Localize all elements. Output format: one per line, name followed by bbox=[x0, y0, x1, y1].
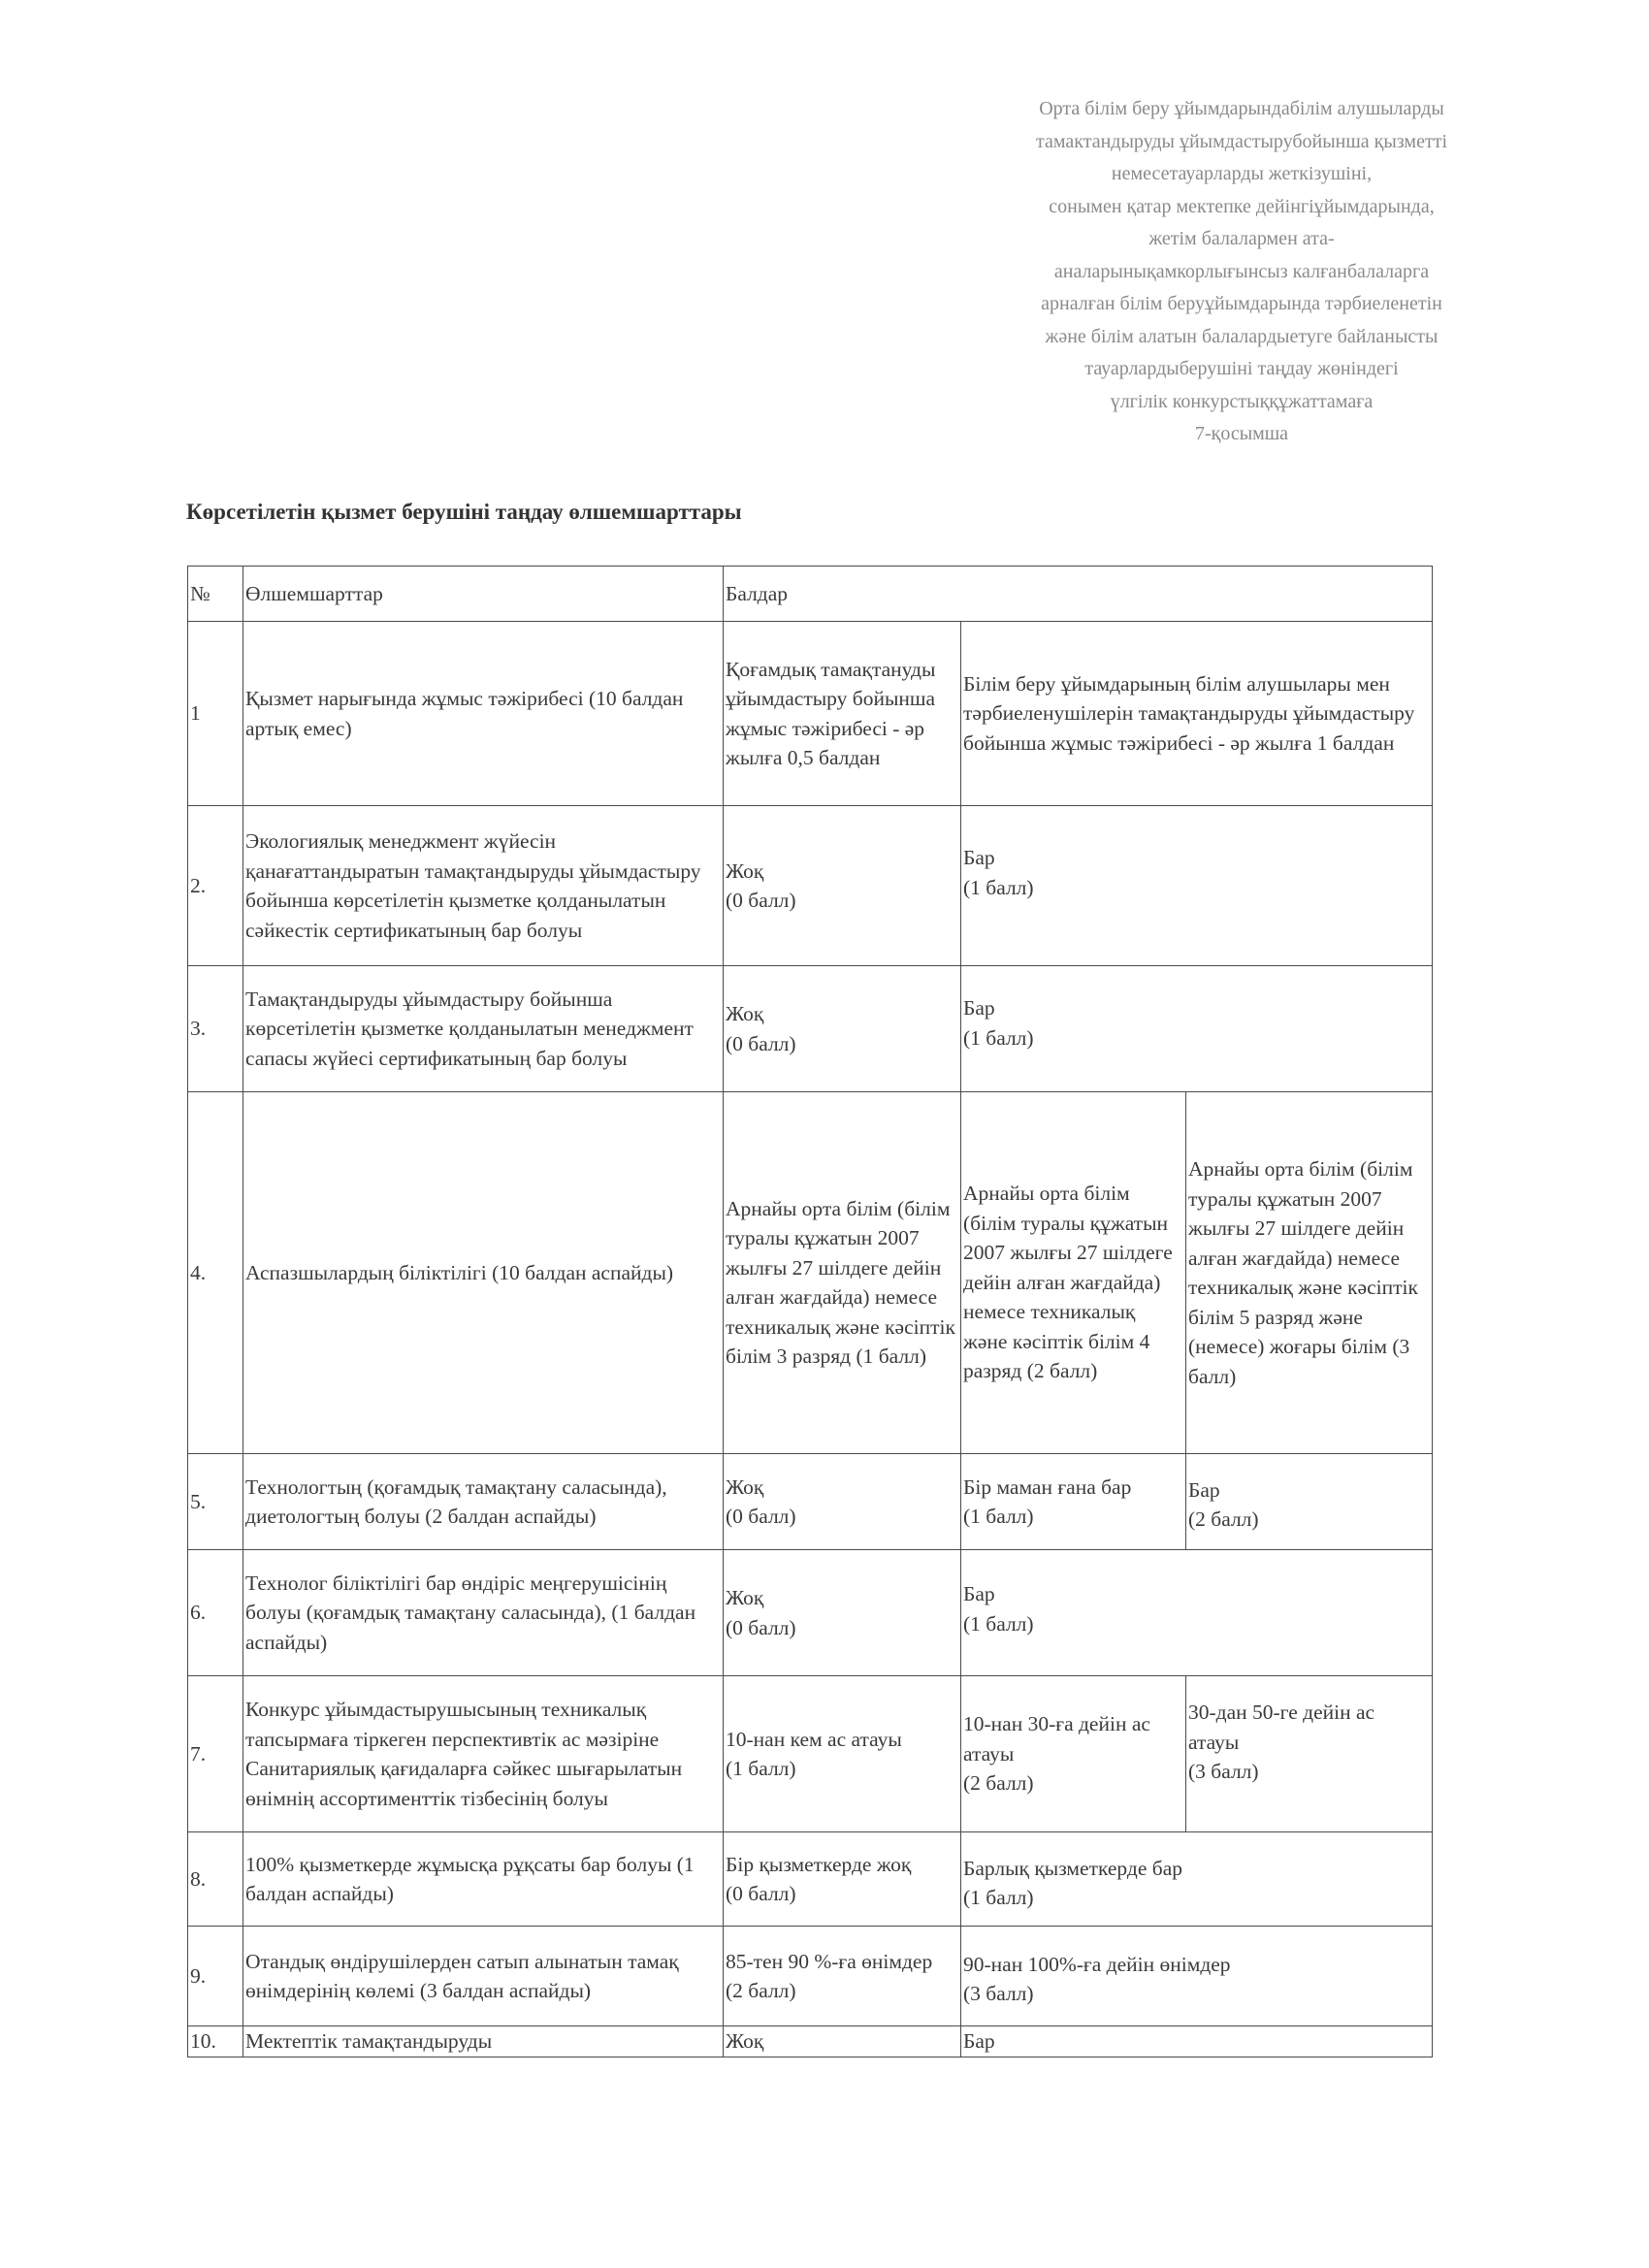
score-cell bbox=[961, 806, 1433, 966]
score-cell bbox=[1186, 1676, 1433, 1832]
score-value: Жоқ bbox=[726, 1586, 764, 1609]
criterion-cell: Қызмет нарығында жұмыс тәжірибесі (10 балдан артық емес) bbox=[243, 622, 724, 806]
row-number: 2. bbox=[188, 806, 243, 966]
appendix-note bbox=[960, 93, 1523, 451]
header-number: № bbox=[188, 567, 243, 622]
score-cell bbox=[961, 1550, 1433, 1676]
score-points: (0 балл) bbox=[726, 1031, 796, 1055]
appendix-number: 7-қосымша bbox=[1194, 423, 1289, 444]
table-row bbox=[188, 1454, 1433, 1550]
score-value: Жоқ bbox=[726, 1474, 764, 1499]
table-row bbox=[188, 1092, 1433, 1454]
header-criteria: Өлшемшарттар bbox=[243, 567, 724, 622]
appendix-note-line: аналарынықамкорлығынсыз калғанбалаларга bbox=[1053, 260, 1430, 282]
header-points: Балдар bbox=[724, 567, 1433, 622]
criterion-cell: Технологтың (қоғамдық тамақтану саласында), диетологтың болуы (2 балдан аспайды) bbox=[243, 1454, 724, 1550]
score-points: (0 балл) bbox=[726, 1505, 796, 1528]
row-number: 4. bbox=[188, 1092, 243, 1454]
score-points: (0 балл) bbox=[726, 1615, 796, 1639]
score-value: Бар bbox=[963, 1582, 995, 1605]
row-number: 6. bbox=[188, 1550, 243, 1676]
score-cell bbox=[961, 1676, 1186, 1832]
row-number: 9. bbox=[188, 1927, 243, 2026]
score-points: (2 балл) bbox=[963, 1771, 1034, 1796]
score-points: (0 балл) bbox=[726, 1882, 796, 1905]
score-value: 30-дан 50-ге дейін ас атауы bbox=[1188, 1701, 1375, 1754]
score-points: (1 балл) bbox=[963, 1505, 1034, 1528]
score-value: Бар bbox=[963, 996, 995, 1020]
score-points: (3 балл) bbox=[963, 1982, 1034, 2005]
document-title: Көрсетілетін қызмет берушіні таңдау өлшемшарттары bbox=[186, 500, 742, 524]
criterion-cell: Аспазшылардың біліктілігі (10 балдан аспайды) bbox=[243, 1092, 724, 1454]
appendix-note-line: арналған білім беруұйымдарында тәрбиеленетін bbox=[1041, 293, 1442, 314]
score-value: Бір қызметкерде жоқ bbox=[726, 1852, 912, 1876]
score-cell: Арнайы орта білім (білім туралы құжатын 2007 жылғы 27 шілдеге дейін алған жағдайда) немесе техникалық және кәсіптік білім 3 разряд (1 балл) bbox=[724, 1092, 961, 1454]
score-points: (2 балл) bbox=[1188, 1507, 1259, 1531]
score-points: (2 балл) bbox=[726, 1979, 796, 2002]
score-cell bbox=[961, 1927, 1433, 2026]
score-points: (1 балл) bbox=[963, 1611, 1034, 1636]
score-value: Жоқ bbox=[726, 1002, 764, 1025]
criterion-cell: Мектептік тамақтандыруды bbox=[243, 2026, 724, 2057]
appendix-note-line: Орта білім беру ұйымдарындабілім алушыларды bbox=[1039, 98, 1444, 119]
score-cell: Арнайы орта білім (білім туралы құжатын 2007 жылғы 27 шілдеге дейін алған жағдайда) немесе техникалық және кәсіптік білім 4 разряд (2 балл) bbox=[961, 1092, 1186, 1454]
score-value: 90-нан 100%-ға дейін өнімдер bbox=[963, 1952, 1231, 1976]
score-value: 10-нан 30-ға дейін ас атауы bbox=[963, 1712, 1150, 1766]
appendix-note-line: тамактандыруды ұйымдастырубойынша қызметті bbox=[1036, 130, 1447, 152]
row-number: 3. bbox=[188, 966, 243, 1092]
score-points: (1 балл) bbox=[726, 1757, 796, 1780]
score-points: (3 балл) bbox=[1188, 1760, 1259, 1783]
criterion-cell: Отандық өндірушілерден сатып алынатын тамақ өнімдерінің көлемі (3 балдан аспайды) bbox=[243, 1927, 724, 2026]
score-cell: Жоқ bbox=[724, 2026, 961, 2057]
row-number: 1 bbox=[188, 622, 243, 806]
score-value: 85-тен 90 %-ға өнімдер bbox=[726, 1949, 933, 1973]
score-cell bbox=[1186, 1454, 1433, 1550]
score-cell bbox=[724, 966, 961, 1092]
appendix-note-line: сонымен қатар мектепке дейінгіұйымдарында, bbox=[1049, 195, 1435, 217]
score-cell bbox=[724, 1832, 961, 1927]
appendix-note-line: тауарлардыберушіні таңдау жөніндегі bbox=[1084, 358, 1399, 379]
criterion-cell: Тамақтандыруды ұйымдастыру бойынша көрсетілетін қызметке қолданылатын менеджмент сапасы жүйесі сертификатының бар болуы bbox=[243, 966, 724, 1092]
table-row bbox=[188, 2026, 1433, 2057]
score-points: (1 балл) bbox=[963, 875, 1034, 899]
score-value: Бір маман ғана бар bbox=[963, 1474, 1132, 1499]
table-row bbox=[188, 966, 1433, 1092]
criterion-cell: Экологиялық менеджмент жүйесін қанағаттандыратын тамақтандыруды ұйымдастыру бойынша көрсетілетін қызметке қолданылатын сәйкестік сертификатының бар болуы bbox=[243, 806, 724, 966]
score-points: (0 балл) bbox=[726, 889, 796, 912]
row-number: 5. bbox=[188, 1454, 243, 1550]
score-cell: Арнайы орта білім (білім туралы құжатын 2007 жылғы 27 шілдеге дейін алған жағдайда) немесе техникалық және кәсіптік білім 5 разряд және (немесе) жоғары білім (3 балл) bbox=[1186, 1092, 1433, 1454]
score-points: (1 балл) bbox=[963, 1886, 1034, 1909]
table-row bbox=[188, 1832, 1433, 1927]
score-value: Бар bbox=[963, 846, 995, 869]
score-value: Жоқ bbox=[726, 859, 764, 883]
table-row bbox=[188, 622, 1433, 806]
score-cell: Бар bbox=[961, 2026, 1433, 2057]
row-number: 10. bbox=[188, 2026, 243, 2057]
appendix-note-line: немесетауарларды жеткізушіні, bbox=[1111, 163, 1373, 184]
table-row bbox=[188, 1927, 1433, 2026]
score-cell bbox=[724, 806, 961, 966]
appendix-note-line: жетім балалармен ата- bbox=[1148, 228, 1335, 249]
criterion-cell: Конкурс ұйымдастырушысының техникалық тапсырмаға тіркеген перспективтік ас мәзіріне Санитариялық қағидаларға сәйкес шығарылатын өнімнің ассортименттік тізбесінің болуы bbox=[243, 1676, 724, 1832]
appendix-note-line: үлгілік конкурстыққұжаттамаға bbox=[1110, 390, 1374, 412]
score-cell bbox=[961, 1454, 1186, 1550]
score-points: (1 балл) bbox=[963, 1025, 1034, 1050]
table-row bbox=[188, 806, 1433, 966]
score-value: Бар bbox=[1188, 1477, 1220, 1502]
criteria-table bbox=[187, 566, 1433, 2057]
criterion-cell: Технолог біліктілігі бар өндіріс меңгерушісінің болуы (қоғамдық тамақтану саласында), (1 балдан аспайды) bbox=[243, 1550, 724, 1676]
row-number: 8. bbox=[188, 1832, 243, 1927]
table-header-row bbox=[188, 567, 1433, 622]
criterion-cell: 100% қызметкерде жұмысқа рұқсаты бар болуы (1 балдан аспайды) bbox=[243, 1832, 724, 1927]
score-value: Барлық қызметкерде бар bbox=[963, 1856, 1182, 1880]
table-row bbox=[188, 1550, 1433, 1676]
score-cell bbox=[724, 1550, 961, 1676]
score-cell bbox=[724, 1676, 961, 1832]
score-cell bbox=[961, 966, 1433, 1092]
score-cell bbox=[724, 1927, 961, 2026]
score-cell: Қоғамдық тамақтануды ұйымдастыру бойынша жұмыс тәжірибесі - әр жылға 0,5 балдан bbox=[724, 622, 961, 806]
score-cell: Білім беру ұйымдарының білім алушылары мен тәрбиеленушілерін тамақтандыруды ұйымдастыру бойынша жұмыс тәжірибесі - әр жылға 1 балдан bbox=[961, 622, 1433, 806]
appendix-note-line: және білім алатын балалардыетуге байланысты bbox=[1045, 325, 1439, 347]
score-value: 10-нан кем ас атауы bbox=[726, 1727, 902, 1751]
score-cell bbox=[961, 1832, 1433, 1927]
table-row bbox=[188, 1676, 1433, 1832]
score-cell bbox=[724, 1454, 961, 1550]
row-number: 7. bbox=[188, 1676, 243, 1832]
